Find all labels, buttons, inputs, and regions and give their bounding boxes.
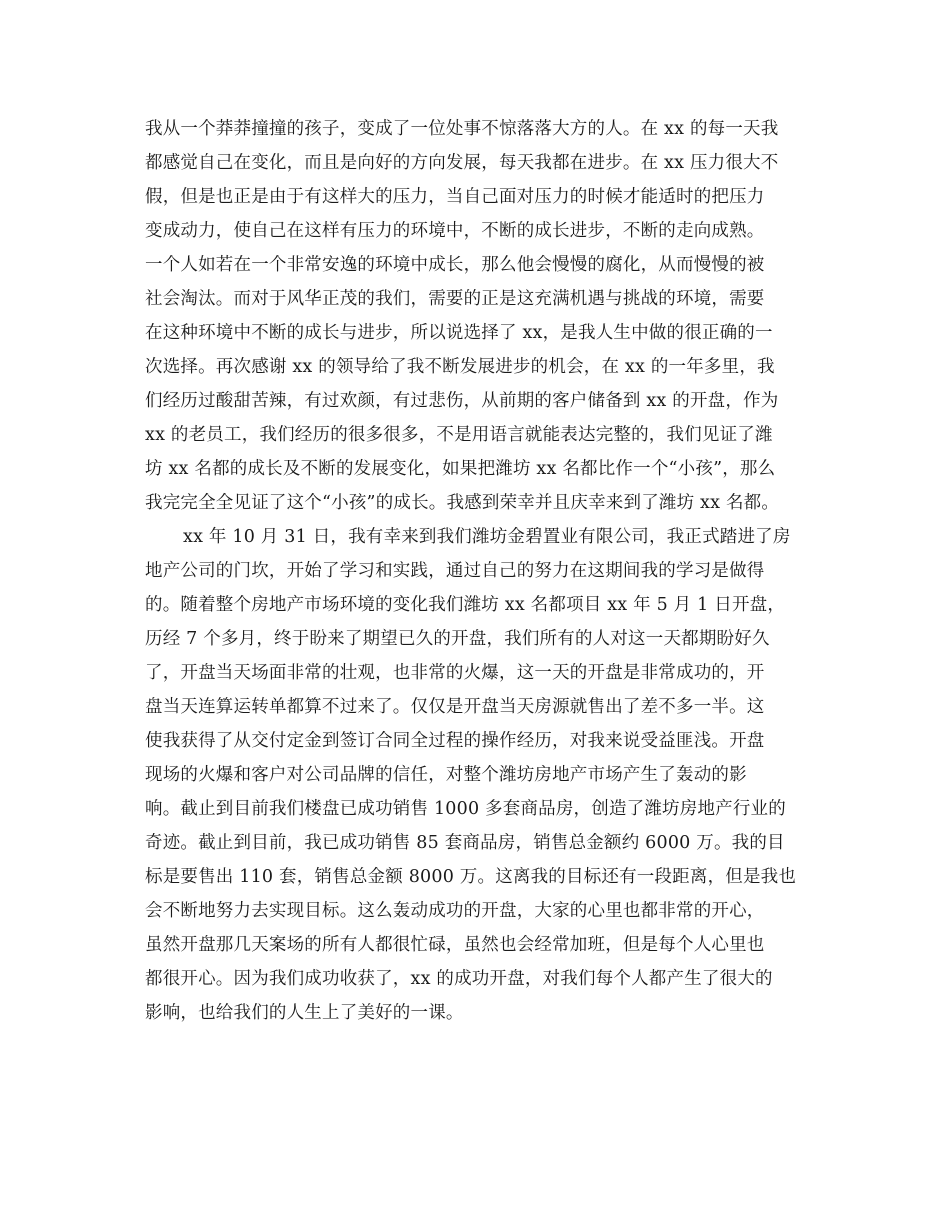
text-line: 我完完全全见证了这个“小孩”的成长。我感到荣幸并且庆幸来到了潍坊 xx 名都。 [145, 493, 780, 513]
text-line: 坊 xx 名都的成长及不断的发展变化，如果把潍坊 xx 名都比作一个“小孩”，那么 [145, 459, 776, 479]
text-line: 历经 7 个多月，终于盼来了期望已久的开盘，我们所有的人对这一天都期盼好久 [145, 629, 770, 649]
text-line: 盘当天连算运转单都算不过来了。仅仅是开盘当天房源就售出了差不多一半。这 [145, 697, 765, 717]
text-line: 地产公司的门坎，开始了学习和实践，通过自己的努力在这期间我的学习是做得 [145, 561, 765, 581]
text-line: 虽然开盘那几天案场的所有人都很忙碌，虽然也会经常加班，但是每个人心里也 [145, 935, 765, 955]
text-line: 一个人如若在一个非常安逸的环境中成长，那么他会慢慢的腐化，从而慢慢的被 [145, 255, 765, 275]
text-line: 假，但是也正是由于有这样大的压力，当自己面对压力的时候才能适时的把压力 [145, 187, 765, 207]
text-line: xx 的老员工，我们经历的很多很多，不是用语言就能表达完整的，我们见证了潍 [145, 425, 773, 445]
text-line: 标是要售出 110 套，销售总金额 8000 万。这离我的目标还有一段距离，但是我也 [145, 867, 797, 887]
text-line: 都很开心。因为我们成功收获了，xx 的成功开盘，对我们每个人都产生了很大的 [145, 969, 773, 989]
text-line: 现场的火爆和客户对公司品牌的信任，对整个潍坊房地产市场产生了轰动的影 [145, 765, 747, 785]
text-line: 们经历过酸甜苦辣，有过欢颜，有过悲伤，从前期的客户储备到 xx 的开盘，作为 [145, 391, 779, 411]
text-line: 会不断地努力去实现目标。这么轰动成功的开盘，大家的心里也都非常的开心， [145, 901, 765, 921]
text-line: 次选择。再次感谢 xx 的领导给了我不断发展进步的机会，在 xx 的一年多里，我 [145, 357, 775, 377]
text-line: 社会淘汰。而对于风华正茂的我们，需要的正是这充满机遇与挑战的环境，需要 [145, 289, 765, 309]
text-line: xx 年 10 月 31 日，我有幸来到我们潍坊金碧置业有限公司，我正式踏进了房 [183, 527, 791, 547]
text-line: 奇迹。截止到目前，我已成功销售 85 套商品房，销售总金额约 6000 万。我的目 [145, 833, 785, 853]
text-line: 我从一个莽莽撞撞的孩子，变成了一位处事不惊落落大方的人。在 xx 的每一天我 [145, 119, 779, 139]
document-body [145, 112, 810, 1030]
text-line: 使我获得了从交付定金到签订合同全过程的操作经历，对我来说受益匪浅。开盘 [145, 731, 765, 751]
text-line: 的。随着整个房地产市场环境的变化我们潍坊 xx 名都项目 xx 年 5 月 1 日开盘， [145, 595, 786, 615]
text-line: 影响，也给我们的人生上了美好的一课。 [145, 1003, 464, 1023]
text-line: 了，开盘当天场面非常的壮观，也非常的火爆，这一天的开盘是非常成功的，开 [145, 663, 765, 683]
text-line: 响。截止到目前我们楼盘已成功销售 1000 多套商品房，创造了潍坊房地产行业的 [145, 799, 786, 819]
paragraph-2 [145, 520, 810, 1030]
text-line: 在这种环境中不断的成长与进步，所以说选择了 xx，是我人生中做的很正确的一 [145, 323, 773, 343]
paragraph-1 [145, 112, 810, 520]
text-line: 都感觉自己在变化，而且是向好的方向发展，每天我都在进步。在 xx 压力很大不 [145, 153, 779, 173]
text-line: 变成动力，使自己在这样有压力的环境中，不断的成长进步，不断的走向成熟。 [145, 221, 765, 241]
